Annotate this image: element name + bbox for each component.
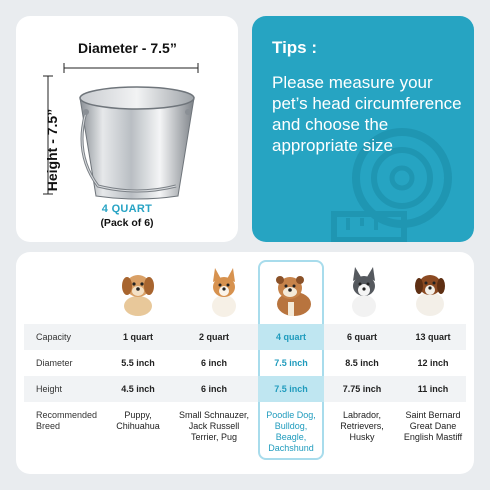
cell-capacity: 2 quart [198, 332, 229, 342]
cell-height: 7.75 inch [342, 384, 382, 394]
cell-capacity: 13 quart [415, 332, 451, 342]
cell-capacity: 1 quart [122, 332, 153, 342]
corgi-icon [202, 266, 246, 318]
cell-capacity: 6 quart [346, 332, 377, 342]
cell-breed: Small Schnauzer, Jack Russell Terrier, Pug [178, 410, 250, 442]
cell-diameter: 6 inch [200, 358, 227, 368]
cell-capacity: 4 quart [275, 332, 306, 342]
cell-height: 4.5 inch [121, 384, 155, 394]
row-label-height: Height [36, 384, 63, 394]
cell-height: 7.5 inch [274, 384, 308, 394]
cell-height: 6 inch [200, 384, 227, 394]
husky-icon [342, 266, 386, 318]
height-label: Height - 7.5” [44, 108, 60, 192]
tips-body: Please measure your pet’s head circumference and choose the appropriate size [272, 73, 462, 155]
tips-title: Tips : [272, 38, 318, 57]
size-title: 4 QUART [101, 203, 153, 215]
bucket-image [72, 84, 202, 202]
cell-height: 11 inch [417, 384, 449, 394]
row-label-capacity: Capacity [36, 332, 72, 342]
bucket-card [16, 16, 238, 242]
puppy-icon [116, 266, 160, 318]
tips-card [252, 16, 474, 242]
bulldog-icon [270, 266, 316, 318]
pack-label: (Pack of 6) [100, 217, 154, 229]
row-label-diameter: Diameter [36, 358, 73, 368]
cell-breed: Saint Bernard Great Dane English Mastiff [403, 410, 463, 442]
row-label-breed: Recommended Breed [36, 410, 98, 431]
size-table-card [16, 252, 474, 474]
cell-breed: Puppy, Chihuahua [116, 410, 160, 431]
cell-diameter: 5.5 inch [121, 358, 155, 368]
cell-diameter: 7.5 inch [274, 358, 308, 368]
cell-diameter: 12 inch [417, 358, 449, 368]
cell-breed: Poodle Dog, Bulldog, Beagle, Dachshund [266, 410, 316, 453]
cell-breed: Labrador, Retrievers, Husky [340, 410, 384, 442]
cell-diameter: 8.5 inch [345, 358, 379, 368]
saint-bernard-icon [408, 266, 452, 318]
diameter-label: Diameter - 7.5” [78, 40, 177, 56]
